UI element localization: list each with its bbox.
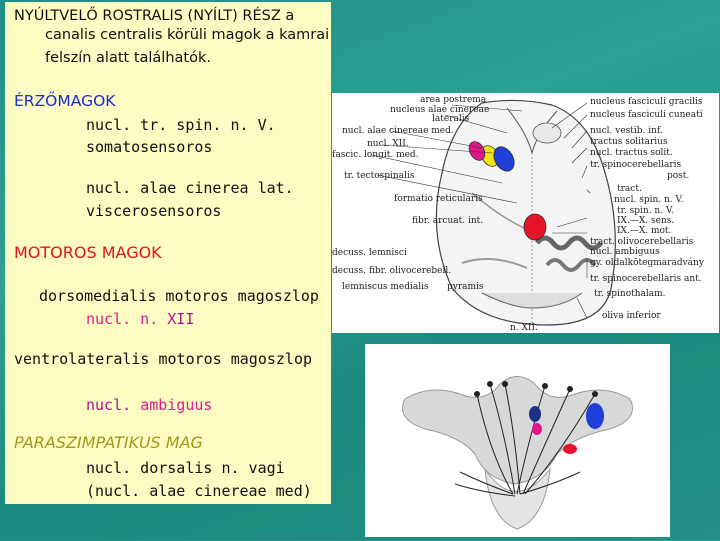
label-oliva-inferior: oliva inferior	[602, 311, 661, 321]
label-nucl-xii: nucl. XII.	[367, 139, 409, 149]
label-fasc-longit-med: fascic. longit. med.	[332, 150, 419, 160]
label-decuss-fibr-olivocerebell: decuss. fibr. olivocerebell.	[332, 266, 452, 276]
navy-nucleus-marker	[529, 406, 541, 422]
label-ix-x-mot: IX.—X. mot.	[617, 226, 672, 236]
label-nucl-tractus-solit: nucl. tractus solit.	[590, 148, 673, 158]
sensory-item-1-type: somatosensoros	[86, 138, 213, 156]
nucleus-prefix-2: nucl.	[86, 396, 132, 414]
red-nucleus-marker	[524, 214, 546, 240]
label-tr-spin-n-v: tr. spin. n. V.	[617, 206, 674, 216]
label-pyramis: pyramis	[447, 282, 484, 292]
red-nucleus-marker-2	[563, 444, 577, 454]
label-tr-spinothalam: tr. spinothalam.	[594, 289, 666, 299]
sensory-item-1-name: nucl. tr. spin. n. V.	[86, 116, 276, 134]
nucleus-prefix: nucl. n.	[86, 310, 159, 328]
heading-line-3: felszín alatt találhatók.	[45, 50, 211, 66]
motor-column-1: dorsomedialis motoros magoszlop	[39, 287, 319, 305]
label-tr-spinocerebellaris-post: tr. spinocerebellaris	[590, 160, 682, 170]
sensory-item-2-name: nucl. alae cinerea lat.	[86, 179, 294, 197]
label-tract-olivocerebellaris: tract. olivocerebellaris	[590, 237, 694, 247]
label-tr-spinocerebellaris-ant: tr. spinocerebellaris ant.	[590, 274, 702, 284]
label-oldalkotegmaradvany: gy. oldalkötegmaradvány	[590, 258, 704, 268]
magenta-nucleus-marker-2	[532, 423, 542, 435]
medulla-diagram-svg	[332, 93, 719, 333]
motor-title: MOTOROS MAGOK	[14, 243, 162, 262]
label-n-xii: n. XII.	[510, 323, 538, 333]
motor-column-1-nucleus	[86, 310, 194, 328]
text-panel	[5, 2, 331, 504]
label-nucl-spin-n-v: nucl. spin. n. V.	[614, 195, 684, 205]
label-decuss-lemnisci: decuss. lemnisci	[332, 248, 407, 258]
label-nucleus-alae-cinereae: nucleus alae cinereae	[390, 105, 490, 115]
label-nucl-vestib-inf: nucl. vestib. inf.	[590, 126, 663, 136]
nucleus-suffix-2: ambiguus	[140, 396, 213, 414]
label-nucleus-fasciculi-gracilis: nucleus fasciculi gracilis	[590, 97, 703, 107]
label-lemniscus-medialis: lemniscus medialis	[342, 282, 429, 292]
gracilis-nucleus-shape	[533, 123, 561, 143]
label-nucl-ambiguus: nucl. ambiguus	[590, 247, 660, 257]
medulla-cross-section-diagram	[332, 93, 719, 333]
label-ix-x-sens: IX.—X. sens.	[617, 216, 675, 226]
label-area-postrema: area postrema	[420, 95, 487, 105]
label-post: post.	[667, 171, 690, 181]
sensory-title: ÉRZŐMAGOK	[14, 92, 116, 110]
heading-line-2: canalis centralis körüli magok a kamrai	[45, 27, 330, 43]
motor-column-2: ventrolateralis motoros magoszlop	[14, 350, 313, 368]
parasympathetic-title: PARASZIMPATIKUS MAG	[14, 433, 203, 452]
label-nucleus-fasciculi-cuneati: nucleus fasciculi cuneati	[590, 110, 703, 120]
label-nucl-alae-cinereae-med: nucl. alae cinereae med.	[342, 126, 454, 136]
label-lateralis: lateralis	[432, 114, 470, 124]
nucleus-suffix: XII	[167, 310, 195, 328]
parasympathetic-line-1: nucl. dorsalis n. vagi	[86, 459, 285, 477]
label-tr-tectospinalis: tr. tectospinalis	[344, 171, 415, 181]
label-fibr-arcuat-int: fibr. arcuat. int.	[412, 216, 484, 226]
sensory-item-2-type: viscerosensoros	[86, 202, 222, 220]
heading-line-1: NYÚLTVELŐ ROSTRALIS (NYÍLT) RÉSZ a	[14, 8, 295, 24]
parasympathetic-line-2: (nucl. alae cinereae med)	[86, 482, 312, 500]
motor-column-2-nucleus	[86, 396, 212, 414]
label-tract: tract.	[617, 184, 642, 194]
blue-nucleus-marker-2	[586, 403, 604, 429]
schematic-nuclei-diagram	[365, 344, 670, 537]
schematic-diagram-svg	[365, 344, 670, 537]
label-formatio-reticularis: formatio reticularis	[394, 194, 483, 204]
label-tractus-solitarius: tractus solitarius	[590, 137, 668, 147]
